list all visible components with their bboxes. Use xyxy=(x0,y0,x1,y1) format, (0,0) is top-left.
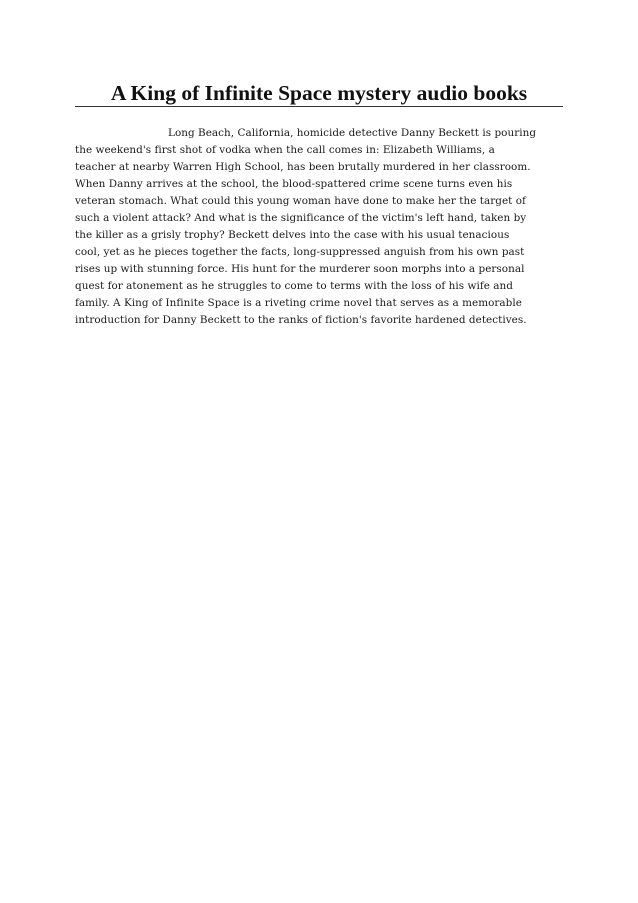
body-line: When Danny arrives at the school, the blood-spattered crime scene turns even his xyxy=(75,178,513,190)
body-paragraph xyxy=(75,125,565,329)
body-line: Long Beach, California, homicide detective Danny Beckett is pouring xyxy=(168,127,537,139)
body-line: family. A King of Infinite Space is a riveting crime novel that serves as a memorable xyxy=(75,297,522,309)
body-line: rises up with stunning force. His hunt for the murderer soon morphs into a personal xyxy=(75,263,525,275)
title-underline xyxy=(75,106,563,107)
body-line: veteran stomach. What could this young woman have done to make her the target of xyxy=(75,195,526,207)
body-line: introduction for Danny Beckett to the ranks of fiction's favorite hardened detectives. xyxy=(75,314,527,326)
body-line: teacher at nearby Warren High School, has been brutally murdered in her classroom. xyxy=(75,161,531,173)
body-line: such a violent attack? And what is the significance of the victim's left hand, taken by xyxy=(75,212,527,224)
body-line: quest for atonement as he struggles to come to terms with the loss of his wife and xyxy=(75,280,513,292)
body-line: cool, yet as he pieces together the facts, long-suppressed anguish from his own past xyxy=(75,246,525,258)
document-title: A King of Infinite Space mystery audio books xyxy=(110,81,528,105)
body-line: the killer as a grisly trophy? Beckett delves into the case with his usual tenacious xyxy=(75,229,510,241)
body-line: the weekend's first shot of vodka when the call comes in: Elizabeth Williams, a xyxy=(75,144,495,156)
